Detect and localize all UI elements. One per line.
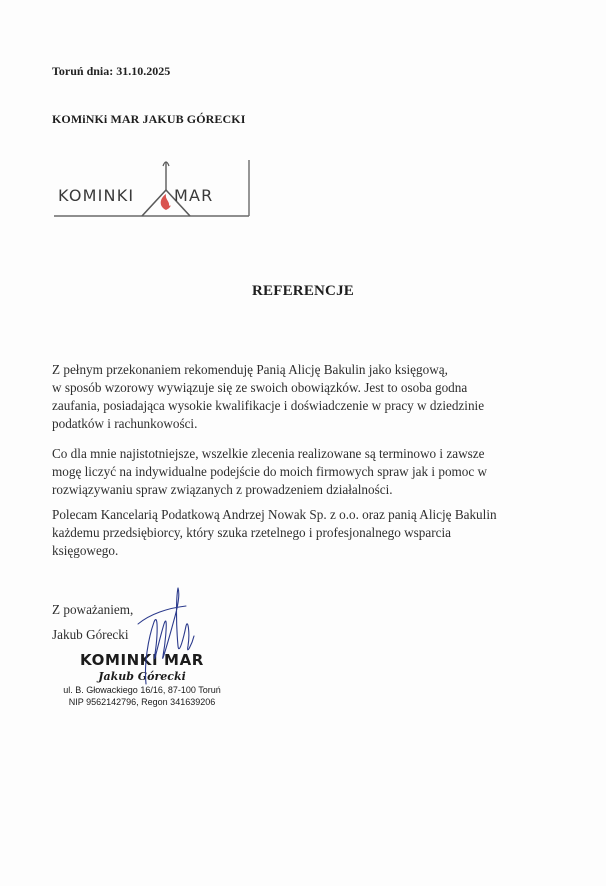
paragraph-line: każdemu przedsiębiorcy, który szuka rzetelnego i profesjonalnego wsparcia (52, 525, 452, 540)
paragraph-timeliness (52, 445, 552, 499)
signer-name: Jakub Górecki (52, 627, 129, 642)
company-logo (52, 154, 252, 222)
handwritten-signature (128, 584, 208, 694)
document-date: Toruń dnia: 31.10.2025 (52, 64, 171, 78)
closing-greeting: Z poważaniem, (52, 602, 134, 617)
paragraph-line: podatków i rachunkowości. (52, 416, 198, 431)
paragraph-line: zaufania, posiadająca wysokie kwalifikacje i doświadczenie w pracy w dziedzinie (52, 398, 485, 413)
signature-flourish (138, 606, 186, 624)
paragraph-endorsement (52, 506, 552, 560)
closing-block (52, 597, 133, 647)
paragraph-line: Polecam Kancelarią Podatkową Andrzej Nowak Sp. z o.o. oraz panią Alicję Bakulin (52, 507, 497, 522)
flame-icon (161, 194, 171, 210)
logo-text-kominki: KOMINKI (58, 186, 135, 205)
signature-stroke (145, 588, 194, 684)
paragraph-line: księgowego. (52, 543, 119, 558)
paragraph-line: Co dla mnie najistotniejsze, wszelkie zlecenia realizowane są terminowo i zawsze (52, 446, 485, 461)
paragraph-line: rozwiązywaniu spraw związanych z prowadzeniem działalności. (52, 482, 393, 497)
logo-text-mar: MAR (174, 186, 214, 205)
document-title: REFERENCJE (251, 283, 354, 299)
stamp-ids: NIP 9562142796, Regon 341639206 (68, 697, 216, 707)
paragraph-line: w sposób wzorowy wywiązuje się ze swoich obowiązków. Jest to osoba godna (52, 380, 468, 395)
company-name: KOMiNKi MAR JAKUB GÓRECKI (52, 112, 246, 126)
paragraph-recommendation (52, 361, 552, 433)
stamp-company: KOMINKI MAR (80, 651, 204, 669)
stamp-address: ul. B. Głowackiego 16/16, 87-100 Toruń (63, 685, 221, 695)
paragraph-line: mogę liczyć na indywidualne podejście do moich firmowych spraw jak i pomoc w (52, 464, 488, 479)
paragraph-line: Z pełnym przekonaniem rekomenduję Panią Alicję Bakulin jako księgową, (52, 362, 448, 377)
stamp-person: Jakub Górecki (98, 670, 186, 683)
